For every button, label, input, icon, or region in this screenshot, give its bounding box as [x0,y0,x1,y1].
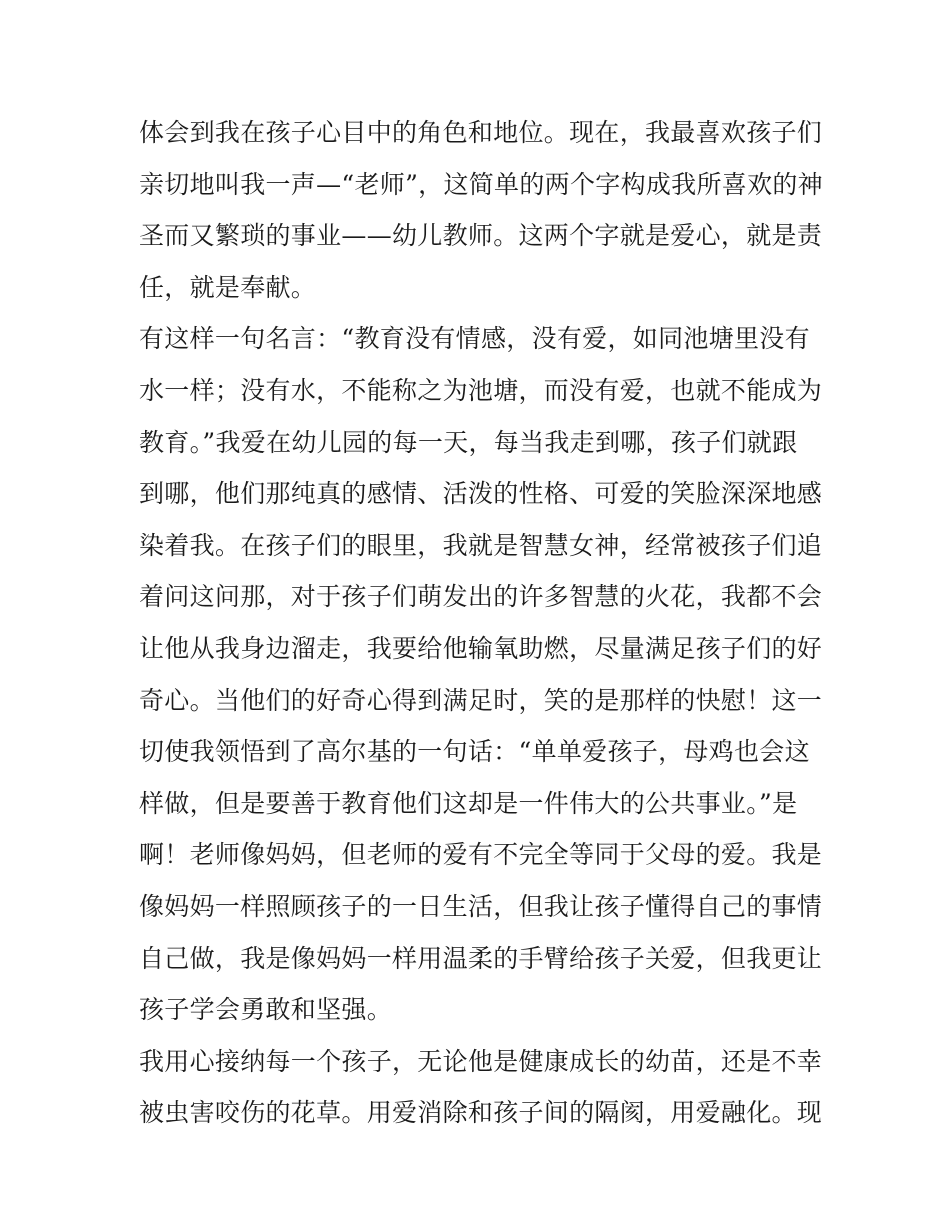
text-line: 任，就是奉献。 [139,272,317,302]
text-line: 孩子学会勇敢和坚强。 [139,995,393,1025]
text-line: 水一样；没有水，不能称之为池塘，而没有爱，也就不能成为 [139,375,823,405]
text-line: 让他从我身边溜走，我要给他输氧助燃，尽量满足孩子们的好 [139,633,823,663]
text-line: 啊！老师像妈妈，但老师的爱有不完全等同于父母的爱。我是 [139,840,823,870]
text-line: 着问这问那，对于孩子们萌发出的许多智慧的火花，我都不会 [139,582,823,612]
text-line: 自己做，我是像妈妈一样用温柔的手臂给孩子关爱，但我更让 [139,943,823,973]
text-line: 像妈妈一样照顾孩子的一日生活，但我让孩子懂得自己的事情 [139,891,823,921]
text-line: 亲切地叫我一声—“老师”，这简单的两个字构成我所喜欢的神 [139,169,823,199]
text-line: 样做，但是要善于教育他们这却是一件伟大的公共事业。”是 [139,788,798,818]
text-line: 切使我领悟到了高尔基的一句话：“单单爱孩子，母鸡也会这 [139,737,810,767]
text-line: 我用心接纳每一个孩子，无论他是健康成长的幼苗，还是不幸 [139,1046,823,1076]
text-line: 到哪，他们那纯真的感情、活泼的性格、可爱的笑脸深深地感 [139,479,823,509]
text-line: 圣而又繁琐的事业——幼儿教师。这两个字就是爱心，就是责 [139,221,823,251]
text-line: 奇心。当他们的好奇心得到满足时，笑的是那样的快慰！这一 [139,685,823,715]
body-text [139,107,823,1139]
text-line: 有这样一句名言：“教育没有情感，没有爱，如同池塘里没有 [139,324,810,354]
text-line: 染着我。在孩子们的眼里，我就是智慧女神，经常被孩子们追 [139,530,823,560]
text-line: 教育。”我爱在幼儿园的每一天，每当我走到哪，孩子们就跟 [139,427,798,457]
text-line: 体会到我在孩子心目中的角色和地位。现在，我最喜欢孩子们 [139,118,823,147]
text-line: 被虫害咬伤的花草。用爱消除和孩子间的隔阂，用爱融化。现 [139,1098,823,1128]
